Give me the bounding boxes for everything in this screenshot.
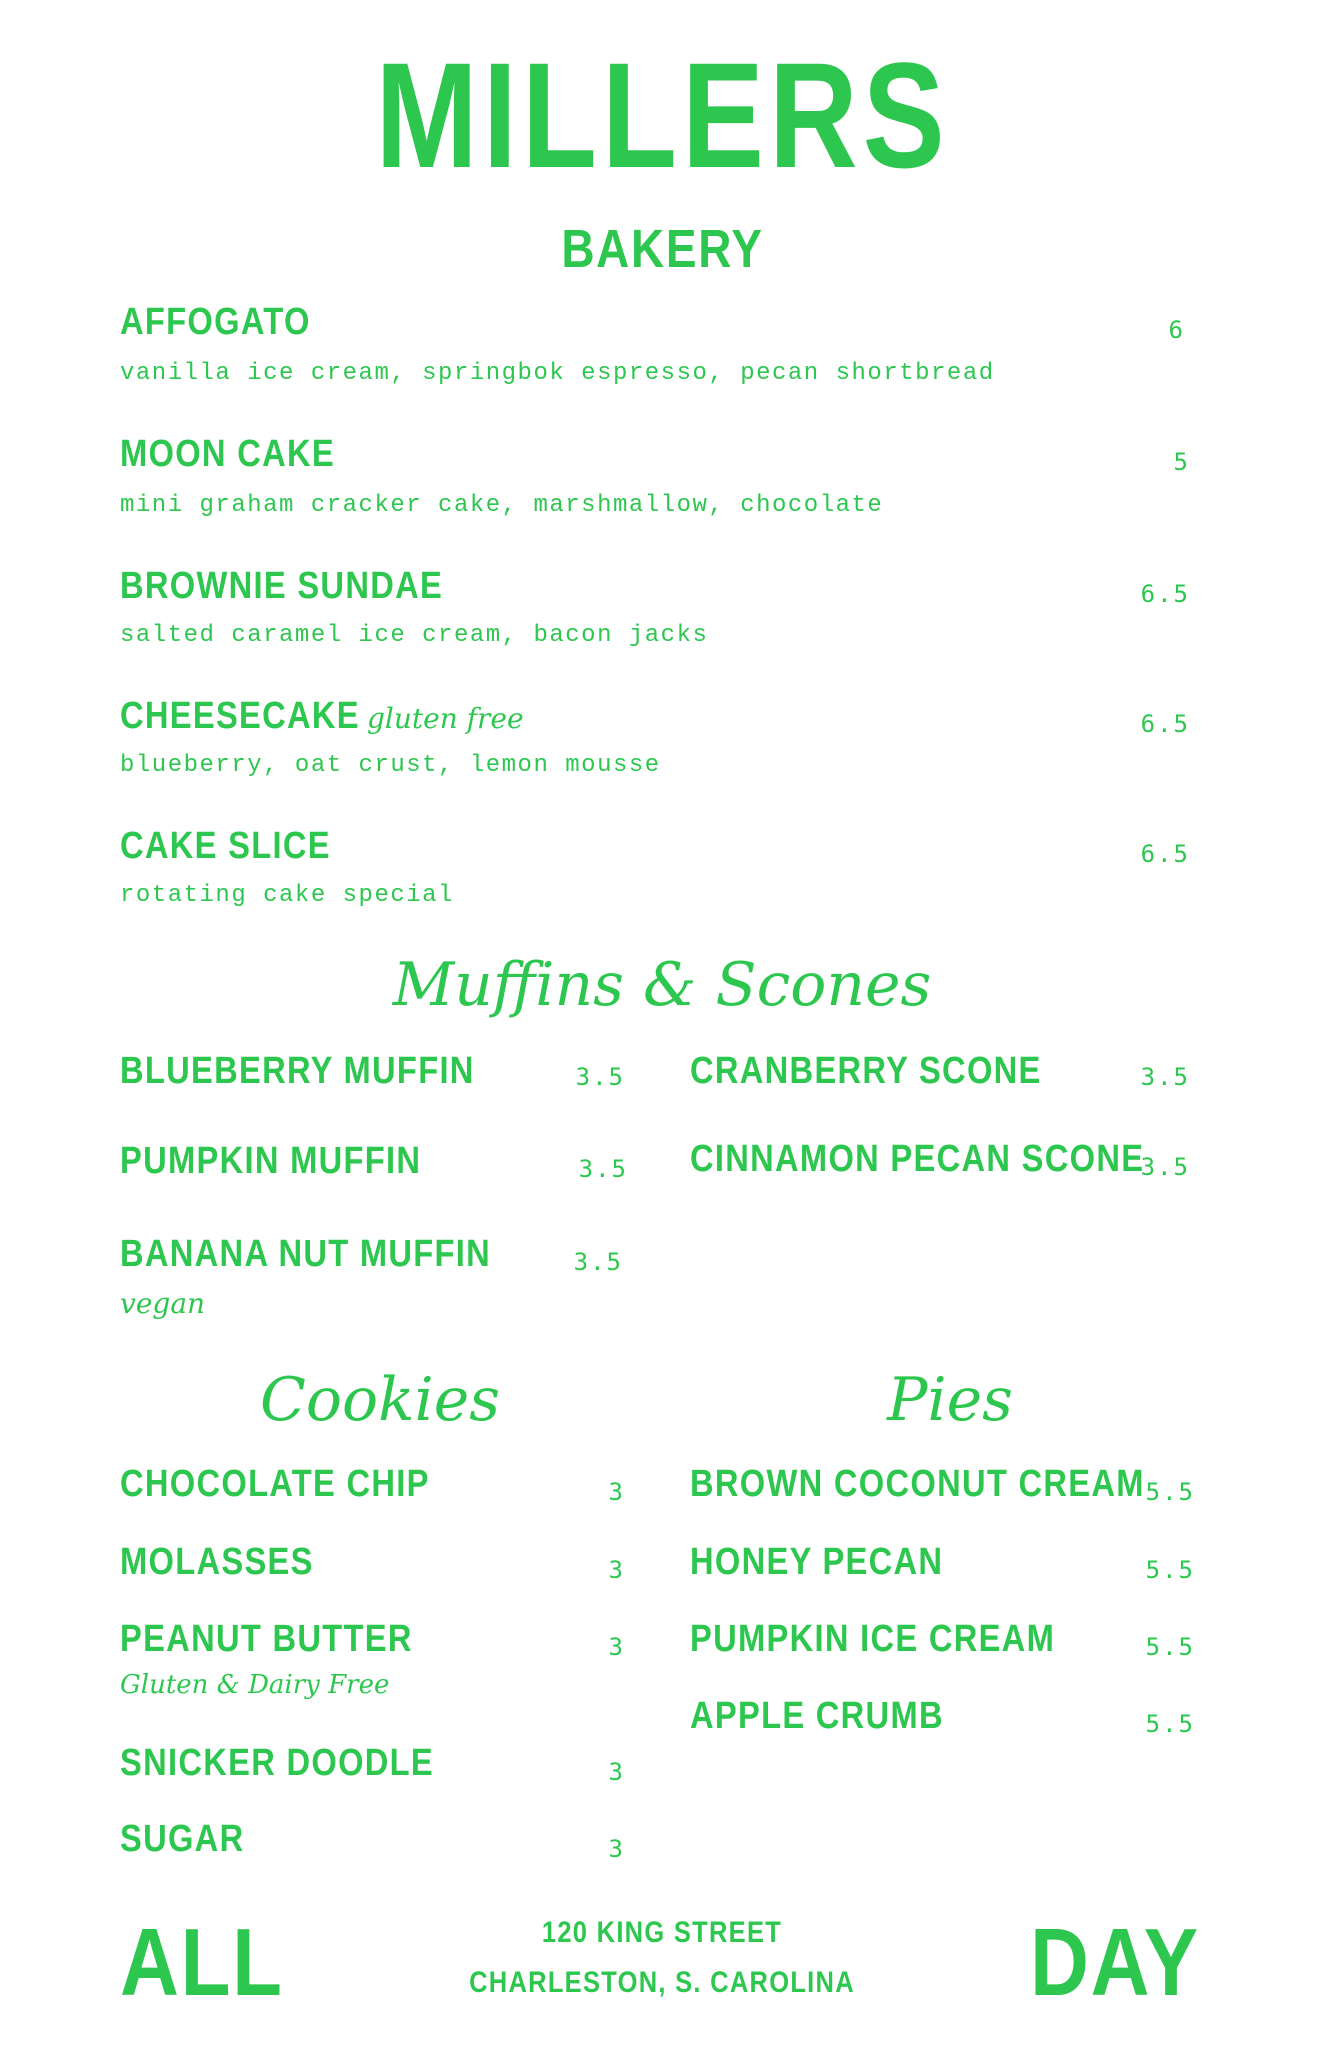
item-affogato-price: 6 — [1168, 316, 1185, 344]
item-pumpkin-muffin-price: 3.5 — [578, 1155, 628, 1183]
item-peanut-butter-note: Gluten & Dairy Free — [120, 1670, 390, 1700]
item-cheesecake-name: CHEESECAKE — [120, 695, 360, 737]
section-heading-pies: Pies — [887, 1365, 1013, 1435]
item-pumpkin-muffin-name: PUMPKIN MUFFIN — [120, 1140, 422, 1182]
item-molasses-name: MOLASSES — [120, 1541, 314, 1583]
item-cake-slice-price: 6.5 — [1140, 840, 1190, 868]
item-blueberry-muffin-name: BLUEBERRY MUFFIN — [120, 1050, 475, 1092]
item-banana-nut-muffin-name: BANANA NUT MUFFIN — [120, 1233, 492, 1275]
item-chocolate-chip-price: 3 — [608, 1478, 625, 1506]
item-brownie-sundae-price: 6.5 — [1140, 580, 1190, 608]
item-apple-crumb-price: 5.5 — [1145, 1710, 1195, 1738]
item-honey-pecan-price: 5.5 — [1145, 1556, 1195, 1584]
item-moon-cake-name: MOON CAKE — [120, 433, 335, 475]
item-cake-slice-desc: rotating cake special — [120, 882, 454, 909]
item-apple-crumb-name: APPLE CRUMB — [690, 1695, 944, 1737]
footer-all: ALL — [120, 1909, 284, 2016]
address-line-1: 120 KING STREET — [541, 1916, 783, 1949]
item-cinnamon-pecan-scone-name: CINNAMON PECAN SCONE — [690, 1138, 1145, 1180]
item-affogato-desc: vanilla ice cream, springbok espresso, pecan shortbread — [120, 360, 995, 387]
item-snicker-doodle-price: 3 — [608, 1758, 625, 1786]
item-sugar-price: 3 — [608, 1835, 625, 1863]
item-banana-nut-muffin-price: 3.5 — [573, 1248, 623, 1276]
item-moon-cake-desc: mini graham cracker cake, marshmallow, chocolate — [120, 492, 884, 519]
address-line-2: CHARLESTON, S. CAROLINA — [469, 1966, 855, 1999]
footer-day: DAY — [1030, 1909, 1200, 2016]
section-heading-cookies: Cookies — [260, 1365, 500, 1435]
item-cheesecake-note: gluten free — [367, 702, 524, 735]
item-moon-cake-price: 5 — [1173, 448, 1190, 476]
bakery-subtitle: BAKERY — [561, 219, 764, 279]
item-peanut-butter-price: 3 — [608, 1633, 625, 1661]
item-chocolate-chip-name: CHOCOLATE CHIP — [120, 1463, 430, 1505]
item-banana-nut-muffin-note: vegan — [120, 1287, 206, 1320]
item-honey-pecan-name: HONEY PECAN — [690, 1541, 944, 1583]
item-brownie-sundae-desc: salted caramel ice cream, bacon jacks — [120, 622, 709, 649]
item-brown-coconut-cream-price: 5.5 — [1145, 1478, 1195, 1506]
item-cranberry-scone-price: 3.5 — [1140, 1063, 1190, 1091]
item-snicker-doodle-name: SNICKER DOODLE — [120, 1742, 435, 1784]
item-cake-slice-name: CAKE SLICE — [120, 825, 331, 867]
item-cinnamon-pecan-scone-price: 3.5 — [1140, 1153, 1190, 1181]
item-cheesecake-desc: blueberry, oat crust, lemon mousse — [120, 752, 661, 779]
section-heading-muffins-scones: Muffins & Scones — [392, 950, 932, 1020]
item-brownie-sundae-name: BROWNIE SUNDAE — [120, 565, 444, 607]
item-pumpkin-ice-cream-price: 5.5 — [1145, 1633, 1195, 1661]
item-brown-coconut-cream-name: BROWN COCONUT CREAM — [690, 1463, 1145, 1505]
item-pumpkin-ice-cream-name: PUMPKIN ICE CREAM — [690, 1618, 1056, 1660]
item-molasses-price: 3 — [608, 1556, 625, 1584]
item-sugar-name: SUGAR — [120, 1818, 245, 1860]
item-cranberry-scone-name: CRANBERRY SCONE — [690, 1050, 1042, 1092]
item-affogato-name: AFFOGATO — [120, 301, 311, 343]
item-blueberry-muffin-price: 3.5 — [575, 1063, 625, 1091]
item-cheesecake-price: 6.5 — [1140, 710, 1190, 738]
bakery-name: MILLERS — [375, 31, 950, 199]
item-peanut-butter-name: PEANUT BUTTER — [120, 1618, 413, 1660]
